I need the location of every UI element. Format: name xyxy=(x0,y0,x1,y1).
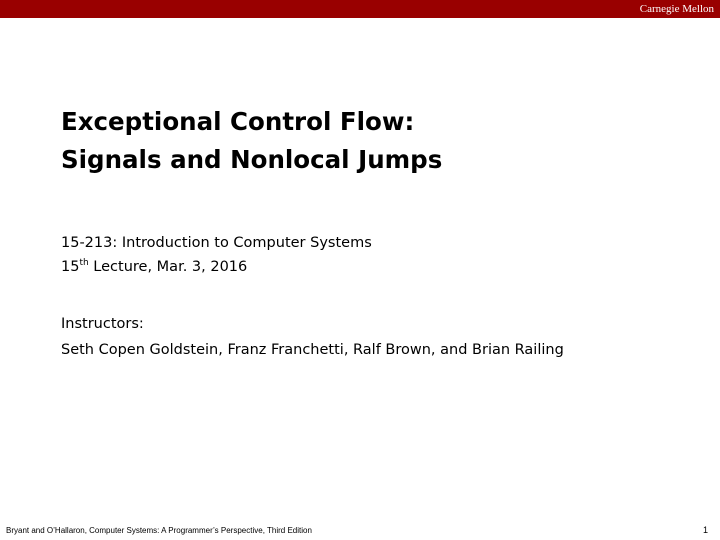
title-line-1: Exceptional Control Flow: xyxy=(61,107,415,136)
page-number: 1 xyxy=(702,525,708,535)
lecture-date: Lecture, Mar. 3, 2016 xyxy=(88,259,248,275)
lecture-info xyxy=(61,255,681,279)
slide-title xyxy=(61,103,681,179)
header-bar xyxy=(0,0,720,18)
instructors-block xyxy=(61,311,701,363)
course-info xyxy=(61,231,681,279)
lecture-ordinal-suffix: th xyxy=(79,258,89,269)
footer-citation: Bryant and O’Hallaron, Computer Systems: A Programmer’s Perspective, Third Edition xyxy=(6,526,312,535)
institution-name: Carnegie Mellon xyxy=(639,3,714,15)
title-line-2: Signals and Nonlocal Jumps xyxy=(61,145,443,174)
instructors-label: Instructors: xyxy=(61,316,144,332)
instructors-names: Seth Copen Goldstein, Franz Franchetti, Ralf Brown, and Brian Railing xyxy=(61,342,564,358)
lecture-number: 15 xyxy=(61,259,80,275)
course-name: 15-213: Introduction to Computer Systems xyxy=(61,235,372,251)
